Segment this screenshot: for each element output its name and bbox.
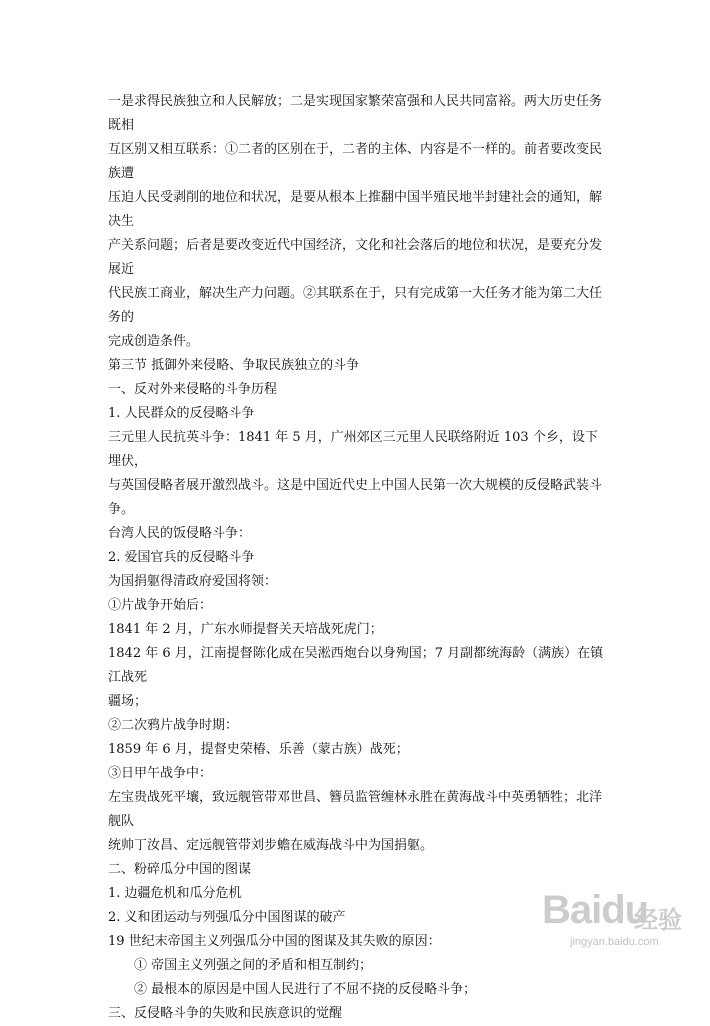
- text-line: 一是求得民族独立和人民解放；二是实现国家繁荣富强和人民共同富裕。两大历史任务既相: [108, 94, 603, 133]
- text-line: 完成创造条件。: [108, 334, 200, 349]
- text-line: 产关系问题；后者是要改变近代中国经济，文化和社会落后的地位和状况，是要充分发展近: [108, 238, 603, 277]
- text-line: ③日甲午战争中：: [108, 766, 213, 781]
- text-line: 统帅丁汝昌、定远舰管带刘步蟾在威海战斗中为国捐躯。: [108, 838, 434, 853]
- text-line: ①片战争开始后：: [108, 598, 213, 613]
- text-line: 台湾人民的饭侵略斗争：: [108, 526, 252, 541]
- numbered-heading: 1. 边疆危机和瓜分危机: [108, 886, 242, 901]
- text-line: 19 世纪末帝国主义列强瓜分中国的图谋及其失败的原因：: [108, 934, 441, 949]
- text-line: ②二次鸦片战争时期：: [108, 718, 239, 733]
- text-line: 互区别又相互联系：①二者的区别在于，二者的主体、内容是不一样的。前者要改变民族遭: [108, 142, 603, 181]
- watermark-url: jingyan.baidu.com: [570, 936, 659, 948]
- text-line: 与英国侵略者展开激烈战斗。这是中国近代史上中国人民第一次大规模的反侵略武装斗争。: [108, 478, 603, 517]
- text-line: 代民族工商业，解决生产力问题。②其联系在于，只有完成第一大任务才能为第二大任务的: [108, 286, 603, 325]
- text-line: 1859 年 6 月，提督史荣椿、乐善（蒙古族）战死；: [108, 742, 409, 757]
- numbered-heading: 1. 人民群众的反侵略斗争: [108, 406, 255, 421]
- numbered-heading: 2. 义和团运动与列强瓜分中国图谋的破产: [108, 910, 346, 925]
- section-heading: 第三节 抵御外来侵略、争取民族独立的斗争: [108, 358, 360, 373]
- text-line: 三元里人民抗英斗争：1841 年 5 月，广州郊区三元里人民联络附近 103 个乡，设下埋伏，: [108, 430, 598, 469]
- watermark-suffix: 经验: [634, 907, 682, 934]
- text-line: 1841 年 2 月，广东水师提督关天培战死虎门；: [108, 622, 383, 637]
- list-item: ① 帝国主义列强之间的矛盾和相互制约；: [134, 958, 373, 973]
- text-line: 左宝贵战死平壤，致远舰管带邓世昌、簪员监管缠林永胜在黄海战斗中英勇牺牲；北洋舰队: [108, 790, 603, 829]
- baidu-jingyan-watermark: [542, 888, 692, 954]
- text-line: 为国捐躯得清政府爱国将领：: [108, 574, 278, 589]
- document-body: [108, 90, 608, 1026]
- subsection-heading: 二、粉碎瓜分中国的图谋: [108, 862, 252, 877]
- text-line: 疆场；: [108, 694, 148, 709]
- baidu-logo: Baidu: [542, 888, 649, 932]
- subsection-heading: 一、反对外来侵略的斗争历程: [108, 382, 278, 397]
- text-line: 1842 年 6 月，江南提督陈化成在吴淞西炮台以身殉国；7 月副都统海龄（满族）在镇江战死: [108, 646, 604, 685]
- numbered-heading: 2. 爱国官兵的反侵略斗争: [108, 550, 255, 565]
- text-line: 压迫人民受剥削的地位和状况，是要从根本上推翻中国半殖民地半封建社会的通知，解决生: [108, 190, 603, 229]
- list-item: ② 最根本的原因是中国人民进行了不屈不挠的反侵略斗争；: [134, 982, 477, 997]
- subsection-heading: 三、反侵略斗争的失败和民族意识的觉醒: [108, 1006, 343, 1021]
